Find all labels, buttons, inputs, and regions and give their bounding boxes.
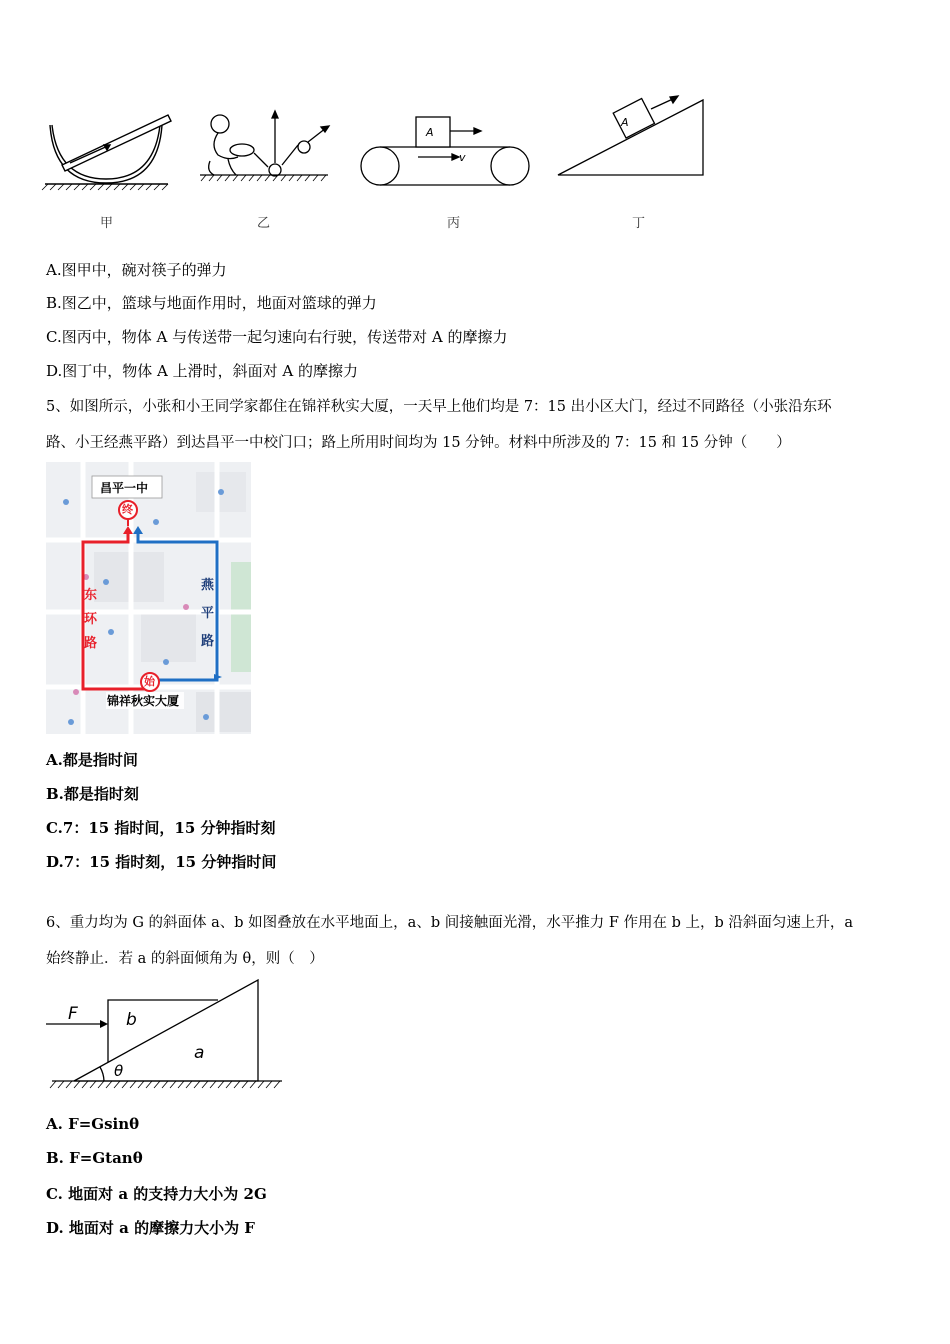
map-right-road-1: 燕 <box>201 578 215 593</box>
route-map <box>46 462 251 734</box>
map-left-road-1: 东 <box>84 588 98 603</box>
q6-label-theta: θ <box>114 1062 124 1080</box>
caption-yi: 乙 <box>257 216 271 231</box>
q6-option-c: C. 地面对 a 的支持力大小为 2G <box>46 1185 267 1203</box>
caption-bing: 丙 <box>447 216 461 231</box>
figure-ding <box>558 96 703 175</box>
map-end-marker: 终 <box>122 503 133 516</box>
caption-ding: 丁 <box>632 216 646 231</box>
caption-jia: 甲 <box>100 216 114 231</box>
map-left-road-2: 环 <box>84 612 98 627</box>
q6-label-f: F <box>68 1004 78 1024</box>
q6-label-b: b <box>126 1010 137 1030</box>
map-right-road-2: 平 <box>201 606 215 621</box>
q6-option-a: A. F=Gsinθ <box>46 1115 140 1133</box>
q6-option-d: D. 地面对 a 的摩擦力大小为 F <box>46 1219 255 1237</box>
label-a-bing: A <box>426 126 434 139</box>
q5-option-c: C.7：15 指时间，15 分钟指时刻 <box>46 819 276 837</box>
map-start-label: 锦祥秋实大厦 <box>107 694 180 708</box>
map-dest-label: 昌平一中 <box>100 481 149 495</box>
q6-label-a: a <box>194 1043 205 1063</box>
q6-stem-line1: 6、重力均为 G 的斜面体 a、b 如图叠放在水平地面上，a、b 间接触面光滑，水平推力 F 作用在 b 上，b 沿斜面匀速上升，a <box>46 915 854 931</box>
q4-option-c: C.图丙中，物体 A 与传送带一起匀速向右行驶，传送带对 A 的摩擦力 <box>46 328 508 346</box>
map-left-road-3: 路 <box>84 636 98 651</box>
q5-option-b: B.都是指时刻 <box>46 785 139 803</box>
q5-stem-line1: 5、如图所示，小张和小王同学家都住在锦祥秋实大厦，一天早上他们均是 7：15 出小区大门，经过不同路径（小张沿东环 <box>46 399 832 415</box>
label-a-ding: A <box>621 116 629 129</box>
q5-option-d: D.7：15 指时刻，15 分钟指时间 <box>46 853 277 871</box>
label-v-bing: v <box>459 151 466 164</box>
q4-option-d: D.图丁中，物体 A 上滑时，斜面对 A 的摩擦力 <box>46 362 358 380</box>
q5-stem-line2: 路、小王经燕平路）到达昌平一中校门口；路上所用时间均为 15 分钟。材料中所涉及的 7：15 和 15 分钟（ ） <box>46 435 791 451</box>
q6-figure <box>44 975 289 1093</box>
q6-stem-line2: 始终静止．若 a 的斜面倾角为 θ，则（ ） <box>46 951 324 967</box>
q5-option-a: A.都是指时间 <box>46 751 138 769</box>
map-start-marker: 始 <box>144 675 155 688</box>
figure-jia <box>42 115 171 190</box>
q4-option-b: B.图乙中，篮球与地面作用时，地面对篮球的弹力 <box>46 294 377 312</box>
q6-option-b: B. F=Gtanθ <box>46 1149 143 1167</box>
map-right-road-3: 路 <box>201 634 215 649</box>
figure-yi <box>200 111 329 181</box>
top-figures <box>40 95 720 195</box>
q4-option-a: A.图甲中，碗对筷子的弹力 <box>46 261 227 279</box>
figure-bing <box>361 117 529 185</box>
